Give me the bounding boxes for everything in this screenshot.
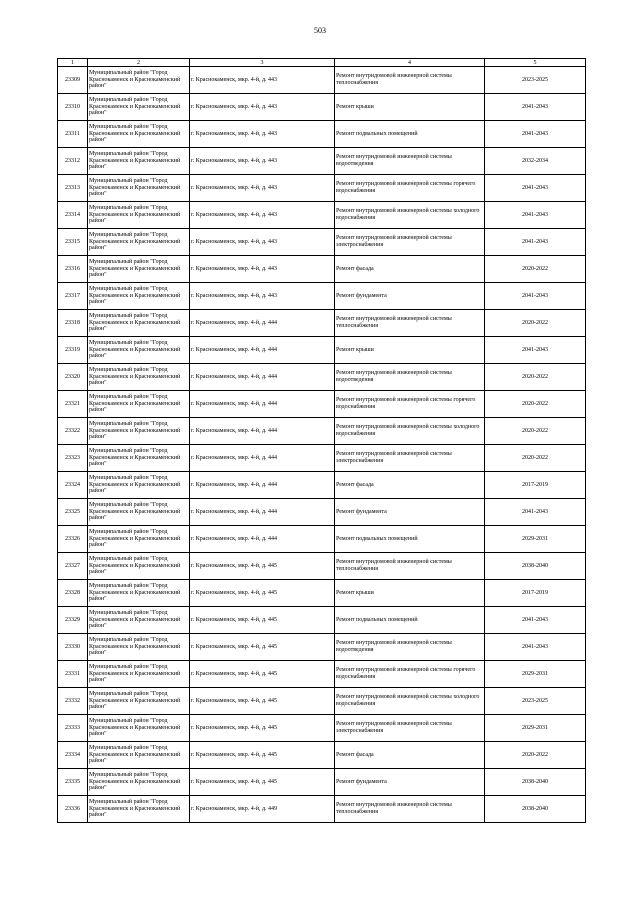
row-number: 23332 <box>58 688 88 715</box>
table-row <box>58 661 586 688</box>
address-cell: г. Краснокаменск, мкр. 4-й, д. 444 <box>190 310 335 337</box>
municipality-cell: Муниципальный район "Город Краснокаменск и Краснокаменский район" <box>88 418 190 445</box>
work-type-cell: Ремонт внутридомовой инженерной системы теплоснабжения <box>335 553 485 580</box>
period-cell: 2029-2031 <box>485 715 586 742</box>
work-type-cell: Ремонт фундамента <box>335 769 485 796</box>
table-row <box>58 175 586 202</box>
row-number: 23321 <box>58 391 88 418</box>
row-number: 23310 <box>58 94 88 121</box>
municipality-cell: Муниципальный район "Город Краснокаменск и Краснокаменский район" <box>88 229 190 256</box>
work-type-cell: Ремонт внутридомовой инженерной системы электроснабжения <box>335 445 485 472</box>
row-number: 23330 <box>58 634 88 661</box>
period-cell: 2041-2043 <box>485 607 586 634</box>
row-number: 23319 <box>58 337 88 364</box>
column-header: 1 <box>58 59 88 67</box>
work-type-cell: Ремонт внутридомовой инженерной системы теплоснабжения <box>335 796 485 823</box>
table-row <box>58 67 586 94</box>
address-cell: г. Краснокаменск, мкр. 4-й, д. 444 <box>190 445 335 472</box>
work-type-cell: Ремонт фундамента <box>335 283 485 310</box>
table-row <box>58 742 586 769</box>
municipality-cell: Муниципальный район "Город Краснокаменск и Краснокаменский район" <box>88 121 190 148</box>
period-cell: 2041-2043 <box>485 94 586 121</box>
work-type-cell: Ремонт внутридомовой инженерной системы холодного водоснабжения <box>335 202 485 229</box>
address-cell: г. Краснокаменск, мкр. 4-й, д. 445 <box>190 607 335 634</box>
period-cell: 2020-2022 <box>485 742 586 769</box>
municipality-cell: Муниципальный район "Город Краснокаменск и Краснокаменский район" <box>88 472 190 499</box>
work-type-cell: Ремонт крыши <box>335 94 485 121</box>
table-row <box>58 418 586 445</box>
table-row <box>58 688 586 715</box>
period-cell: 2041-2043 <box>485 121 586 148</box>
table-row <box>58 121 586 148</box>
work-type-cell: Ремонт фасада <box>335 742 485 769</box>
table-row <box>58 796 586 823</box>
row-number: 23314 <box>58 202 88 229</box>
address-cell: г. Краснокаменск, мкр. 4-й, д. 445 <box>190 715 335 742</box>
period-cell: 2023-2025 <box>485 688 586 715</box>
period-cell: 2041-2043 <box>485 175 586 202</box>
work-type-cell: Ремонт внутридомовой инженерной системы электроснабжения <box>335 229 485 256</box>
address-cell: г. Краснокаменск, мкр. 4-й, д. 443 <box>190 121 335 148</box>
address-cell: г. Краснокаменск, мкр. 4-й, д. 445 <box>190 742 335 769</box>
address-cell: г. Краснокаменск, мкр. 4-й, д. 443 <box>190 148 335 175</box>
row-number: 23324 <box>58 472 88 499</box>
table-row <box>58 391 586 418</box>
period-cell: 2041-2043 <box>485 229 586 256</box>
table-row <box>58 337 586 364</box>
municipality-cell: Муниципальный район "Город Краснокаменск и Краснокаменский район" <box>88 715 190 742</box>
municipality-cell: Муниципальный район "Город Краснокаменск и Краснокаменский район" <box>88 634 190 661</box>
table-body <box>58 67 586 823</box>
table-header-row <box>58 59 586 67</box>
period-cell: 2041-2043 <box>485 499 586 526</box>
table-row <box>58 256 586 283</box>
period-cell: 2020-2022 <box>485 418 586 445</box>
table-row <box>58 94 586 121</box>
work-type-cell: Ремонт внутридомовой инженерной системы теплоснабжения <box>335 67 485 94</box>
address-cell: г. Краснокаменск, мкр. 4-й, д. 443 <box>190 94 335 121</box>
row-number: 23312 <box>58 148 88 175</box>
municipality-cell: Муниципальный район "Город Краснокаменск и Краснокаменский район" <box>88 499 190 526</box>
address-cell: г. Краснокаменск, мкр. 4-й, д. 443 <box>190 256 335 283</box>
row-number: 23313 <box>58 175 88 202</box>
work-type-cell: Ремонт внутридомовой инженерной системы электроснабжения <box>335 715 485 742</box>
work-type-cell: Ремонт внутридомовой инженерной системы теплоснабжения <box>335 310 485 337</box>
row-number: 23315 <box>58 229 88 256</box>
municipality-cell: Муниципальный район "Город Краснокаменск и Краснокаменский район" <box>88 688 190 715</box>
municipality-cell: Муниципальный район "Город Краснокаменск и Краснокаменский район" <box>88 391 190 418</box>
work-type-cell: Ремонт подвальных помещений <box>335 607 485 634</box>
row-number: 23329 <box>58 607 88 634</box>
table-row <box>58 148 586 175</box>
municipality-cell: Муниципальный район "Город Краснокаменск и Краснокаменский район" <box>88 94 190 121</box>
municipality-cell: Муниципальный район "Город Краснокаменск и Краснокаменский район" <box>88 256 190 283</box>
work-type-cell: Ремонт внутридомовой инженерной системы водоотведения <box>335 364 485 391</box>
work-type-cell: Ремонт внутридомовой инженерной системы горячего водоснабжения <box>335 391 485 418</box>
period-cell: 2038-2040 <box>485 553 586 580</box>
address-cell: г. Краснокаменск, мкр. 4-й, д. 443 <box>190 67 335 94</box>
table-row <box>58 472 586 499</box>
municipality-cell: Муниципальный район "Город Краснокаменск и Краснокаменский район" <box>88 364 190 391</box>
row-number: 23328 <box>58 580 88 607</box>
address-cell: г. Краснокаменск, мкр. 4-й, д. 449 <box>190 796 335 823</box>
row-number: 23326 <box>58 526 88 553</box>
address-cell: г. Краснокаменск, мкр. 4-й, д. 445 <box>190 769 335 796</box>
row-number: 23331 <box>58 661 88 688</box>
work-type-cell: Ремонт фасада <box>335 256 485 283</box>
municipality-cell: Муниципальный район "Город Краснокаменск и Краснокаменский район" <box>88 337 190 364</box>
period-cell: 2041-2043 <box>485 283 586 310</box>
period-cell: 2038-2040 <box>485 769 586 796</box>
table-row <box>58 607 586 634</box>
period-cell: 2020-2022 <box>485 364 586 391</box>
address-cell: г. Краснокаменск, мкр. 4-й, д. 445 <box>190 580 335 607</box>
address-cell: г. Краснокаменск, мкр. 4-й, д. 444 <box>190 526 335 553</box>
table-row <box>58 526 586 553</box>
address-cell: г. Краснокаменск, мкр. 4-й, д. 444 <box>190 499 335 526</box>
work-type-cell: Ремонт внутридомовой инженерной системы холодного водоснабжения <box>335 418 485 445</box>
period-cell: 2020-2022 <box>485 391 586 418</box>
repair-schedule-table <box>57 58 586 823</box>
column-header: 4 <box>335 59 485 67</box>
column-header: 2 <box>88 59 190 67</box>
period-cell: 2032-2034 <box>485 148 586 175</box>
address-cell: г. Краснокаменск, мкр. 4-й, д. 444 <box>190 337 335 364</box>
work-type-cell: Ремонт подвальных помещений <box>335 526 485 553</box>
address-cell: г. Краснокаменск, мкр. 4-й, д. 444 <box>190 418 335 445</box>
row-number: 23336 <box>58 796 88 823</box>
address-cell: г. Краснокаменск, мкр. 4-й, д. 445 <box>190 688 335 715</box>
table-row <box>58 310 586 337</box>
work-type-cell: Ремонт фундамента <box>335 499 485 526</box>
period-cell: 2020-2022 <box>485 310 586 337</box>
row-number: 23325 <box>58 499 88 526</box>
work-type-cell: Ремонт внутридомовой инженерной системы холодного водоснабжения <box>335 688 485 715</box>
address-cell: г. Краснокаменск, мкр. 4-й, д. 444 <box>190 391 335 418</box>
row-number: 23323 <box>58 445 88 472</box>
address-cell: г. Краснокаменск, мкр. 4-й, д. 443 <box>190 202 335 229</box>
municipality-cell: Муниципальный район "Город Краснокаменск и Краснокаменский район" <box>88 148 190 175</box>
row-number: 23316 <box>58 256 88 283</box>
period-cell: 2020-2022 <box>485 445 586 472</box>
table-row <box>58 229 586 256</box>
page-number: 503 <box>314 26 326 35</box>
address-cell: г. Краснокаменск, мкр. 4-й, д. 443 <box>190 175 335 202</box>
row-number: 23318 <box>58 310 88 337</box>
row-number: 23320 <box>58 364 88 391</box>
table-row <box>58 445 586 472</box>
municipality-cell: Муниципальный район "Город Краснокаменск и Краснокаменский район" <box>88 310 190 337</box>
table-row <box>58 634 586 661</box>
period-cell: 2017-2019 <box>485 580 586 607</box>
work-type-cell: Ремонт подвальных помещений <box>335 121 485 148</box>
table-row <box>58 202 586 229</box>
municipality-cell: Муниципальный район "Город Краснокаменск и Краснокаменский район" <box>88 202 190 229</box>
row-number: 23317 <box>58 283 88 310</box>
address-cell: г. Краснокаменск, мкр. 4-й, д. 444 <box>190 472 335 499</box>
period-cell: 2023-2025 <box>485 67 586 94</box>
municipality-cell: Муниципальный район "Город Краснокаменск и Краснокаменский район" <box>88 445 190 472</box>
row-number: 23334 <box>58 742 88 769</box>
column-header: 5 <box>485 59 586 67</box>
table-row <box>58 715 586 742</box>
work-type-cell: Ремонт крыши <box>335 337 485 364</box>
row-number: 23311 <box>58 121 88 148</box>
table-row <box>58 499 586 526</box>
period-cell: 2020-2022 <box>485 256 586 283</box>
municipality-cell: Муниципальный район "Город Краснокаменск и Краснокаменский район" <box>88 175 190 202</box>
table-row <box>58 769 586 796</box>
row-number: 23335 <box>58 769 88 796</box>
period-cell: 2041-2043 <box>485 337 586 364</box>
work-type-cell: Ремонт внутридомовой инженерной системы водоотведения <box>335 148 485 175</box>
address-cell: г. Краснокаменск, мкр. 4-й, д. 445 <box>190 634 335 661</box>
row-number: 23327 <box>58 553 88 580</box>
municipality-cell: Муниципальный район "Город Краснокаменск и Краснокаменский район" <box>88 661 190 688</box>
address-cell: г. Краснокаменск, мкр. 4-й, д. 445 <box>190 553 335 580</box>
work-type-cell: Ремонт фасада <box>335 472 485 499</box>
municipality-cell: Муниципальный район "Город Краснокаменск и Краснокаменский район" <box>88 553 190 580</box>
row-number: 23309 <box>58 67 88 94</box>
work-type-cell: Ремонт крыши <box>335 580 485 607</box>
municipality-cell: Муниципальный район "Город Краснокаменск и Краснокаменский район" <box>88 67 190 94</box>
municipality-cell: Муниципальный район "Город Краснокаменск и Краснокаменский район" <box>88 742 190 769</box>
table-row <box>58 553 586 580</box>
municipality-cell: Муниципальный район "Город Краснокаменск и Краснокаменский район" <box>88 580 190 607</box>
municipality-cell: Муниципальный район "Город Краснокаменск и Краснокаменский район" <box>88 283 190 310</box>
period-cell: 2017-2019 <box>485 472 586 499</box>
row-number: 23333 <box>58 715 88 742</box>
work-type-cell: Ремонт внутридомовой инженерной системы горячего водоснабжения <box>335 661 485 688</box>
period-cell: 2041-2043 <box>485 202 586 229</box>
row-number: 23322 <box>58 418 88 445</box>
work-type-cell: Ремонт внутридомовой инженерной системы горячего водоснабжения <box>335 175 485 202</box>
table-row <box>58 283 586 310</box>
address-cell: г. Краснокаменск, мкр. 4-й, д. 445 <box>190 661 335 688</box>
address-cell: г. Краснокаменск, мкр. 4-й, д. 443 <box>190 229 335 256</box>
work-type-cell: Ремонт внутридомовой инженерной системы водоотведения <box>335 634 485 661</box>
period-cell: 2029-2031 <box>485 526 586 553</box>
address-cell: г. Краснокаменск, мкр. 4-й, д. 444 <box>190 364 335 391</box>
municipality-cell: Муниципальный район "Город Краснокаменск и Краснокаменский район" <box>88 526 190 553</box>
municipality-cell: Муниципальный район "Город Краснокаменск и Краснокаменский район" <box>88 607 190 634</box>
period-cell: 2029-2031 <box>485 661 586 688</box>
table-row <box>58 580 586 607</box>
period-cell: 2038-2040 <box>485 796 586 823</box>
column-header: 3 <box>190 59 335 67</box>
municipality-cell: Муниципальный район "Город Краснокаменск и Краснокаменский район" <box>88 796 190 823</box>
municipality-cell: Муниципальный район "Город Краснокаменск и Краснокаменский район" <box>88 769 190 796</box>
address-cell: г. Краснокаменск, мкр. 4-й, д. 443 <box>190 283 335 310</box>
table-row <box>58 364 586 391</box>
period-cell: 2041-2043 <box>485 634 586 661</box>
